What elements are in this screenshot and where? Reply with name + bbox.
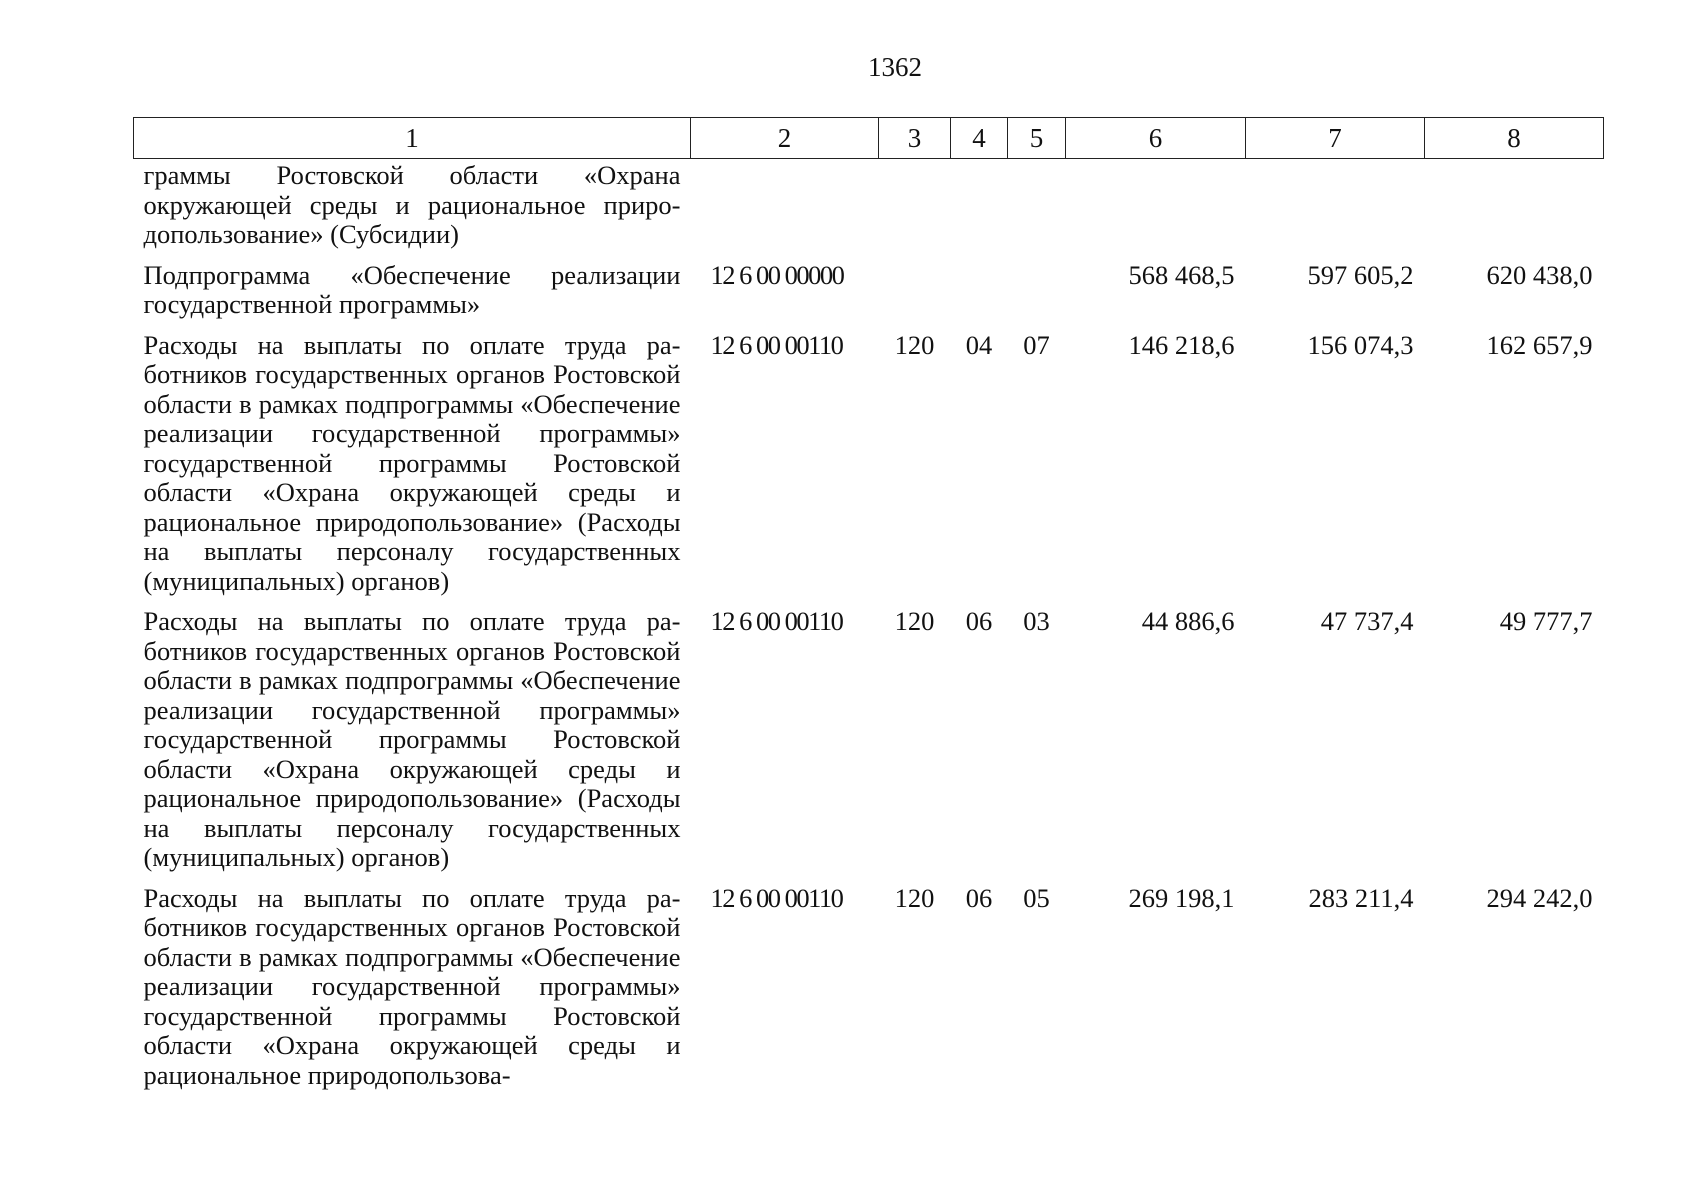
- amount-year-3: 49 777,7: [1499, 606, 1593, 636]
- row-description: Расходы на выплаты по оплате труда работников государственных органов Ростовской области в рамках подпрограммы «Обеспечение реализации государственной программы» государственной программы Ростовской области «Охрана окружающей среды и рациональное природопользование» (Расходы на выплаты персоналу государственных (муниципальных) органов): [143, 606, 681, 872]
- target-article-code: 12 6 00 00000: [710, 259, 844, 290]
- table-row: [134, 884, 1604, 1102]
- column-number-header-row: [134, 118, 1604, 159]
- subsection: [1008, 159, 1066, 261]
- section: [951, 261, 1008, 331]
- row-description: Расходы на выплаты по оплате труда работников государственных органов Ростовской области в рамках подпрограммы «Обеспечение реализации государственной программы» государственной программы Ростовской области «Охрана окружающей среды и рациональное природопользование» (Расходы на выплаты персоналу государственных (муниципальных) органов): [143, 329, 681, 596]
- budget-table: [133, 117, 1604, 1101]
- amount-year-3: [1425, 159, 1604, 261]
- amount-year-2: 156 074,3: [1307, 329, 1414, 360]
- column-header: 2: [691, 118, 879, 159]
- section: 04: [965, 329, 993, 360]
- section: 06: [965, 882, 993, 913]
- amount-year-1: 568 468,5: [1128, 259, 1235, 290]
- column-header: 6: [1066, 118, 1246, 159]
- target-article-code: 12 6 00 00110: [710, 882, 843, 913]
- amount-year-1: [1066, 159, 1246, 261]
- subsection: 07: [1023, 329, 1050, 360]
- expense-type: 120: [894, 606, 935, 636]
- column-header: 7: [1246, 118, 1425, 159]
- table-row: [134, 261, 1604, 331]
- amount-year-2: 283 211,4: [1308, 882, 1414, 913]
- amount-year-1: 269 198,1: [1128, 882, 1235, 913]
- column-header: 5: [1008, 118, 1066, 159]
- expense-type: 120: [894, 329, 935, 360]
- expense-type: 120: [894, 882, 935, 913]
- page-number: 1362: [868, 52, 922, 82]
- expense-type: [879, 261, 951, 331]
- subsection: [1008, 261, 1066, 331]
- amount-year-3: 294 242,0: [1486, 882, 1593, 913]
- amount-year-2: 47 737,4: [1320, 606, 1414, 636]
- column-header: 3: [879, 118, 951, 159]
- column-header: 1: [134, 118, 691, 159]
- row-description: Расходы на выплаты по оплате труда работников государственных органов Ростовской области в рамках подпрограммы «Обеспечение реализации государственной программы» государственной программы Ростовской области «Охрана окружающей среды и рациональное природопользова-: [143, 882, 681, 1090]
- amount-year-1: 146 218,6: [1128, 329, 1235, 360]
- row-description: Подпрограмма «Обеспечение реализации государственной программы»: [143, 259, 681, 319]
- amount-year-3: 620 438,0: [1486, 259, 1593, 290]
- column-header: 4: [951, 118, 1008, 159]
- subsection: 05: [1023, 882, 1050, 913]
- target-article-code: [691, 159, 879, 261]
- target-article-code: 12 6 00 00110: [710, 606, 843, 636]
- section: [951, 159, 1008, 261]
- section: 06: [965, 606, 993, 636]
- amount-year-2: 597 605,2: [1307, 259, 1414, 290]
- column-header: 8: [1425, 118, 1604, 159]
- amount-year-1: 44 886,6: [1141, 606, 1235, 636]
- table-row: [134, 331, 1604, 608]
- expense-type: [879, 159, 951, 261]
- table-row: [134, 607, 1604, 884]
- amount-year-3: 162 657,9: [1486, 329, 1593, 360]
- target-article-code: 12 6 00 00110: [710, 329, 843, 360]
- amount-year-2: [1246, 159, 1425, 261]
- subsection: 03: [1023, 606, 1050, 636]
- row-description: граммы Ростовской области «Охрана окружающей среды и рациональное природопользование» (Субсидии): [143, 160, 681, 249]
- table-row: [134, 159, 1604, 261]
